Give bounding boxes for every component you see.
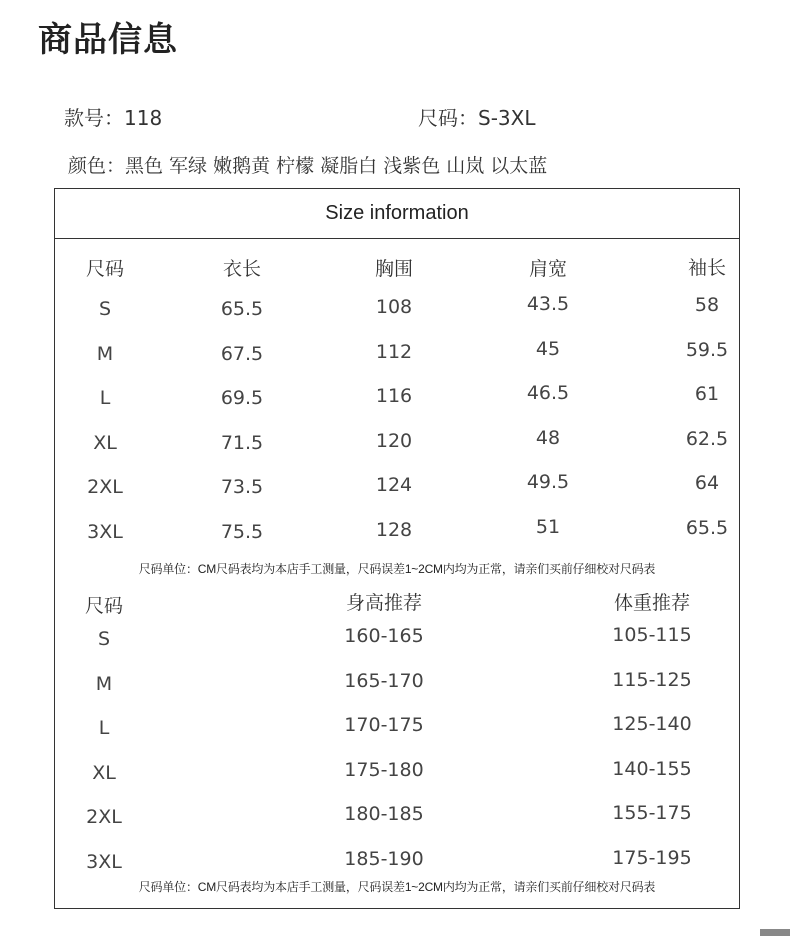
rec-cell-r4-c0: 2XL <box>86 806 122 828</box>
color-options: 颜色：黑色 军绿 嫩鹅黄 柠檬 凝脂白 浅紫色 山岚 以太蓝 <box>68 155 548 177</box>
size-header-3: 肩宽 <box>528 258 568 280</box>
size-header-0: 尺码 <box>85 258 125 280</box>
corner-bar <box>760 929 790 936</box>
size-cell-r0-c3: 43.5 <box>526 293 570 315</box>
rec-cell-r4-c2: 155-175 <box>612 802 692 824</box>
rec-cell-r0-c1: 160-165 <box>344 625 424 647</box>
size-cell-r5-c4: 65.5 <box>685 517 729 539</box>
rec-cell-r5-c2: 175-195 <box>612 847 692 869</box>
size-cell-r1-c0: M <box>96 343 114 365</box>
rec-cell-r1-c0: M <box>95 673 113 695</box>
size-cell-r2-c4: 61 <box>694 383 720 405</box>
measurement-note: 尺码单位：CM尺码表均为本店手工测量，尺码误差1~2CM内均为正常，请亲们买前仔细校对尺码表 <box>138 562 656 576</box>
size-cell-r1-c1: 67.5 <box>220 343 264 365</box>
size-cell-r2-c1: 69.5 <box>220 387 264 409</box>
size-cell-r1-c2: 112 <box>375 341 413 363</box>
size-cell-r1-c4: 59.5 <box>685 339 729 361</box>
rec-cell-r3-c1: 175-180 <box>344 759 424 781</box>
size-cell-r0-c4: 58 <box>694 294 720 316</box>
size-range: 尺码：S-3XL <box>418 106 536 130</box>
size-cell-r4-c0: 2XL <box>87 476 123 498</box>
size-cell-r2-c3: 46.5 <box>526 382 570 404</box>
page-title: 商品信息 <box>38 20 178 60</box>
rec-header-1: 身高推荐 <box>345 592 423 614</box>
rec-cell-r1-c2: 115-125 <box>612 669 692 691</box>
rec-cell-r0-c2: 105-115 <box>612 624 692 646</box>
size-cell-r3-c3: 48 <box>535 427 561 449</box>
size-cell-r5-c1: 75.5 <box>220 521 264 543</box>
size-cell-r4-c3: 49.5 <box>526 471 570 493</box>
rec-cell-r2-c1: 170-175 <box>344 714 424 736</box>
rec-header-2: 体重推荐 <box>613 592 691 614</box>
style-number: 款号：118 <box>64 106 163 130</box>
size-cell-r3-c2: 120 <box>375 430 413 452</box>
size-cell-r0-c2: 108 <box>375 296 413 318</box>
rec-header-0: 尺码 <box>84 595 124 617</box>
size-cell-r5-c0: 3XL <box>87 521 123 543</box>
size-cell-r0-c0: S <box>98 298 112 320</box>
size-header-2: 胸围 <box>374 258 414 280</box>
size-cell-r4-c2: 124 <box>375 474 413 496</box>
size-cell-r4-c4: 64 <box>694 472 720 494</box>
size-cell-r2-c0: L <box>99 387 111 409</box>
rec-cell-r2-c2: 125-140 <box>612 713 692 735</box>
size-cell-r3-c4: 62.5 <box>685 428 729 450</box>
rec-cell-r3-c0: XL <box>92 762 116 784</box>
rec-cell-r4-c1: 180-185 <box>344 803 424 825</box>
size-header-4: 袖长 <box>687 257 727 279</box>
size-cell-r5-c3: 51 <box>535 516 561 538</box>
rec-cell-r3-c2: 140-155 <box>612 758 692 780</box>
size-cell-r3-c1: 71.5 <box>220 432 264 454</box>
rec-cell-r5-c1: 185-190 <box>344 848 424 870</box>
rec-cell-r2-c0: L <box>98 717 110 739</box>
size-cell-r4-c1: 73.5 <box>220 476 264 498</box>
size-table-title: Size information <box>325 202 469 224</box>
rec-cell-r5-c0: 3XL <box>86 851 122 873</box>
size-cell-r0-c1: 65.5 <box>220 298 264 320</box>
table-title-divider <box>54 238 740 239</box>
size-header-1: 衣长 <box>222 258 262 280</box>
rec-cell-r1-c1: 165-170 <box>344 670 424 692</box>
rec-cell-r0-c0: S <box>97 628 111 650</box>
size-cell-r2-c2: 116 <box>375 385 413 407</box>
size-cell-r5-c2: 128 <box>375 519 413 541</box>
size-cell-r3-c0: XL <box>93 432 117 454</box>
measurement-note-bottom: 尺码单位：CM尺码表均为本店手工测量，尺码误差1~2CM内均为正常，请亲们买前仔细校对尺码表 <box>138 880 656 894</box>
size-cell-r1-c3: 45 <box>535 338 561 360</box>
